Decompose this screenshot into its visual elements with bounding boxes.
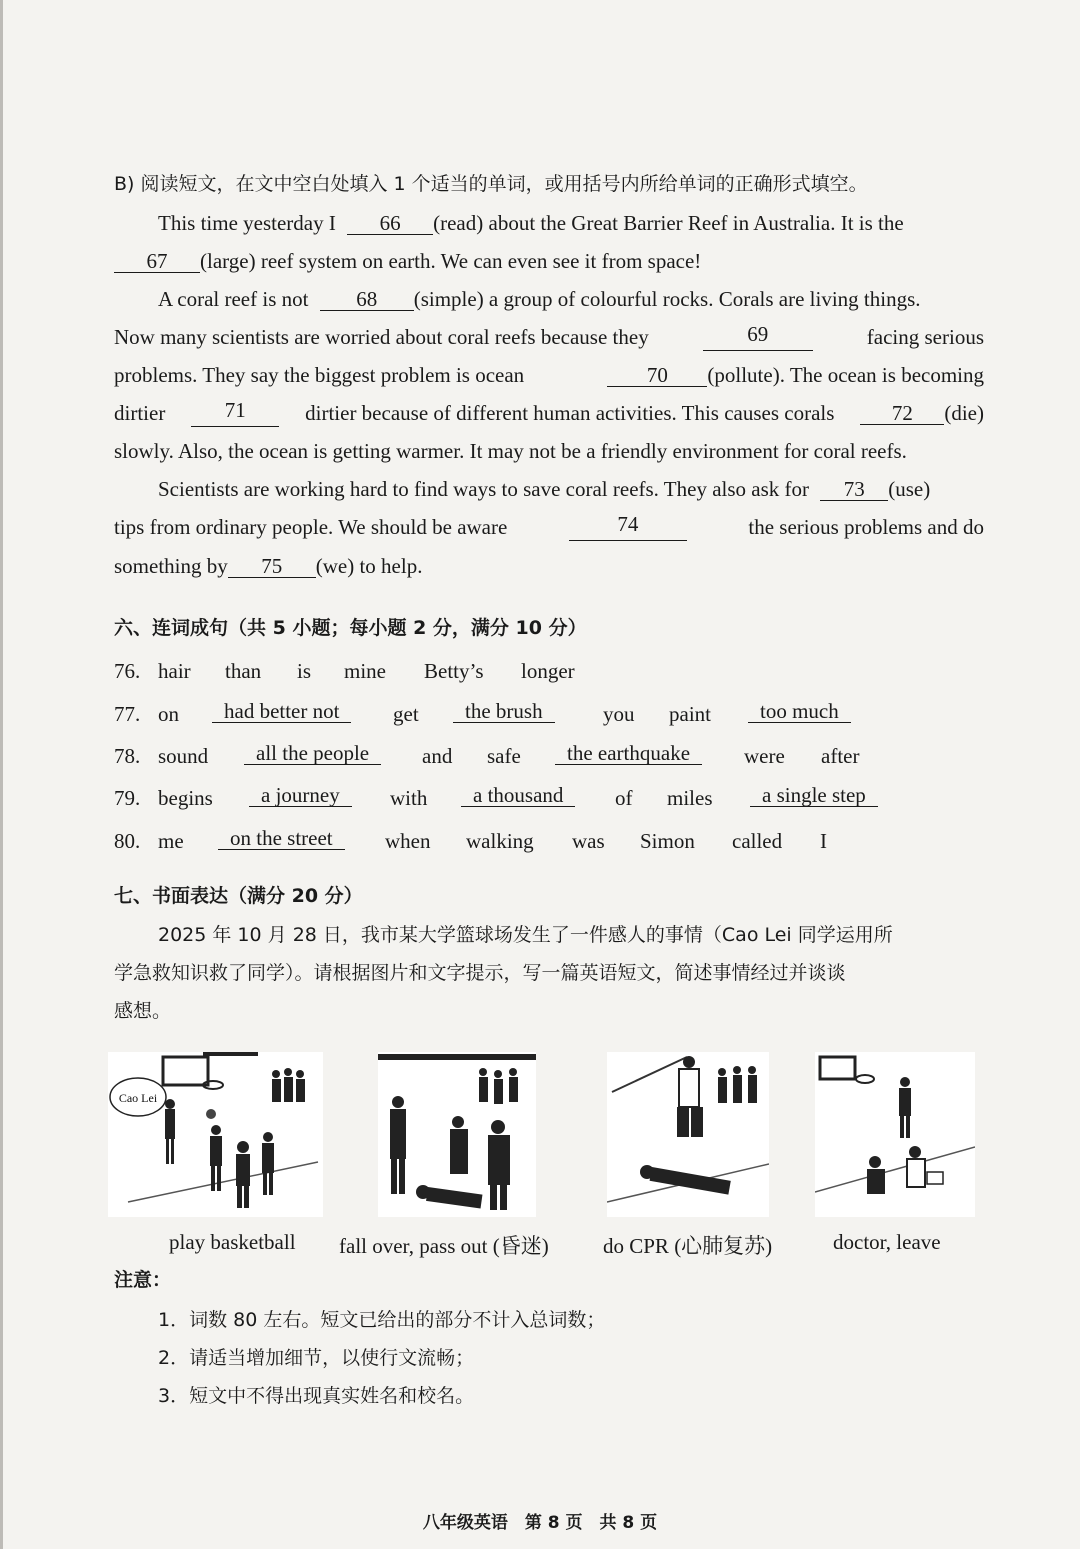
caption-do-cpr: do CPR (心肺复苏)	[603, 1234, 773, 1258]
blank-73: 73	[820, 478, 888, 501]
caption-play-basketball: play basketball	[169, 1230, 296, 1254]
blank-71: 71	[191, 399, 279, 427]
blank-72: 72	[860, 402, 944, 425]
caption-doctor-leave: doctor, leave	[833, 1230, 941, 1254]
section-6-title: 六、连词成句（共 5 小题；每小题 2 分，满分 10 分）	[114, 617, 587, 639]
passage-line-5: problems. They say the biggest problem is ocean 70 (pollute). The ocean is becoming	[114, 363, 984, 387]
blank-75: 75	[228, 555, 316, 578]
section-b-title: B) 阅读短文，在文中空白处填入 1 个适当的单词，或用括号内所给单词的正确形式填空。	[114, 173, 868, 195]
passage-line-8: Scientists are working hard to find ways to save coral reefs. They also ask for 73 (use)	[158, 477, 931, 501]
writing-prompt-1: 2025 年 10 月 28 日，我市某大学篮球场发生了一件感人的事情（Cao Lei 同学运用所	[158, 924, 893, 946]
writing-prompt-2: 学急救知识救了同学）。请根据图片和文字提示，写一篇英语短文，简述事情经过并谈谈	[114, 962, 846, 984]
note-3: 3．短文中不得出现真实姓名和校名。	[158, 1385, 475, 1407]
blank-70: 70	[607, 364, 707, 387]
note-1: 1．词数 80 左右。短文已给出的部分不计入总词数；	[158, 1309, 606, 1331]
passage-line-1: This time yesterday I 66 (read) about the Great Barrier Reef in Australia. It is the	[158, 211, 904, 235]
picture-fall-over	[378, 1052, 536, 1217]
page-edge	[0, 0, 3, 1549]
exam-page: B) 阅读短文，在文中空白处填入 1 个适当的单词，或用括号内所给单词的正确形式填空。 This time yesterday I 66 (read) about the Great Barrier Reef in Australia. It is the 67 (large) reef system on earth. We can even see it from space! A coral reef is not 68 (simple) a group of colourful rocks. Corals are living things. Now many scientists are worried about coral reefs because they 69 facing serious problems. They say the biggest problem is ocean 70 (pollute). The ocean is becoming dirtier 71 dirtier because of different human activities. This causes corals 72 (die) slowly. Also, the ocean is getting warmer. It may not be a friendly environment for coral reefs. Scientists are working hard to find ways to save coral reefs. They also ask for 73 (use) tips from ordinary people. We should be aware 74 the serious problems and do something by 75 (we) to help. 六、连词成句（共 5 小题；每小题 2 分，满分 10 分） 76. hair than is mine Betty’s longer 77. on had better not get the brush you paint too much 78. sound all the people and safe the earthquake were after 79. begins a journey with a thousand of miles a single step 80. me on the street when walking was Simon called I 七、书面表达（满分 20 分） 2025 年 10 月 28 日，我市某大学篮球场发生了一件感人的事情（Cao Lei 同学运用所 学急救知识救了同学）。请根据图片和文字提示，写一篇英语短文，简述事情经过并谈谈 感想。 Cao Lei play basketball fall over, pass out (昏迷) do CPR (心肺复苏) doctor, leave 注意： 1．词数 80 左右。短文已给出的部分不计入总词数； 2．请适当增加细节，以使行文流畅； 3．短文中不得出现真实姓名和校名。 八年级英语 第 8 页 共 8 页	[0, 0, 1080, 1549]
section-7-title: 七、书面表达（满分 20 分）	[114, 885, 363, 907]
caption-fall-over: fall over, pass out (昏迷)	[339, 1234, 549, 1258]
passage-line-6: dirtier 71 dirtier because of different human activities. This causes corals 72 (die)	[114, 398, 984, 425]
passage-line-4: Now many scientists are worried about coral reefs because they 69 facing serious	[114, 322, 984, 349]
passage-line-3: A coral reef is not 68 (simple) a group of colourful rocks. Corals are living things.	[158, 287, 921, 311]
note-2: 2．请适当增加细节，以使行文流畅；	[158, 1347, 475, 1369]
cao-lei-bubble: Cao Lei	[118, 1091, 158, 1105]
passage-line-10: something by 75 (we) to help.	[114, 554, 423, 578]
writing-prompt-3: 感想。	[114, 1000, 172, 1022]
blank-68: 68	[320, 288, 414, 311]
blank-69: 69	[703, 323, 813, 351]
picture-play-basketball	[108, 1052, 323, 1217]
passage-line-9: tips from ordinary people. We should be aware 74 the serious problems and do	[114, 512, 984, 539]
blank-74: 74	[569, 513, 687, 541]
blank-67: 67	[114, 250, 200, 273]
picture-doctor-leave	[815, 1052, 975, 1217]
notes-title: 注意：	[114, 1269, 172, 1291]
blank-66: 66	[347, 212, 433, 235]
picture-do-cpr	[607, 1052, 769, 1217]
passage-line-2: 67 (large) reef system on earth. We can even see it from space!	[114, 247, 701, 275]
passage-line-7: slowly. Also, the ocean is getting warmer. It may not be a friendly environment for coral reefs.	[114, 439, 907, 463]
page-footer: 八年级英语 第 8 页 共 8 页	[422, 1513, 658, 1533]
